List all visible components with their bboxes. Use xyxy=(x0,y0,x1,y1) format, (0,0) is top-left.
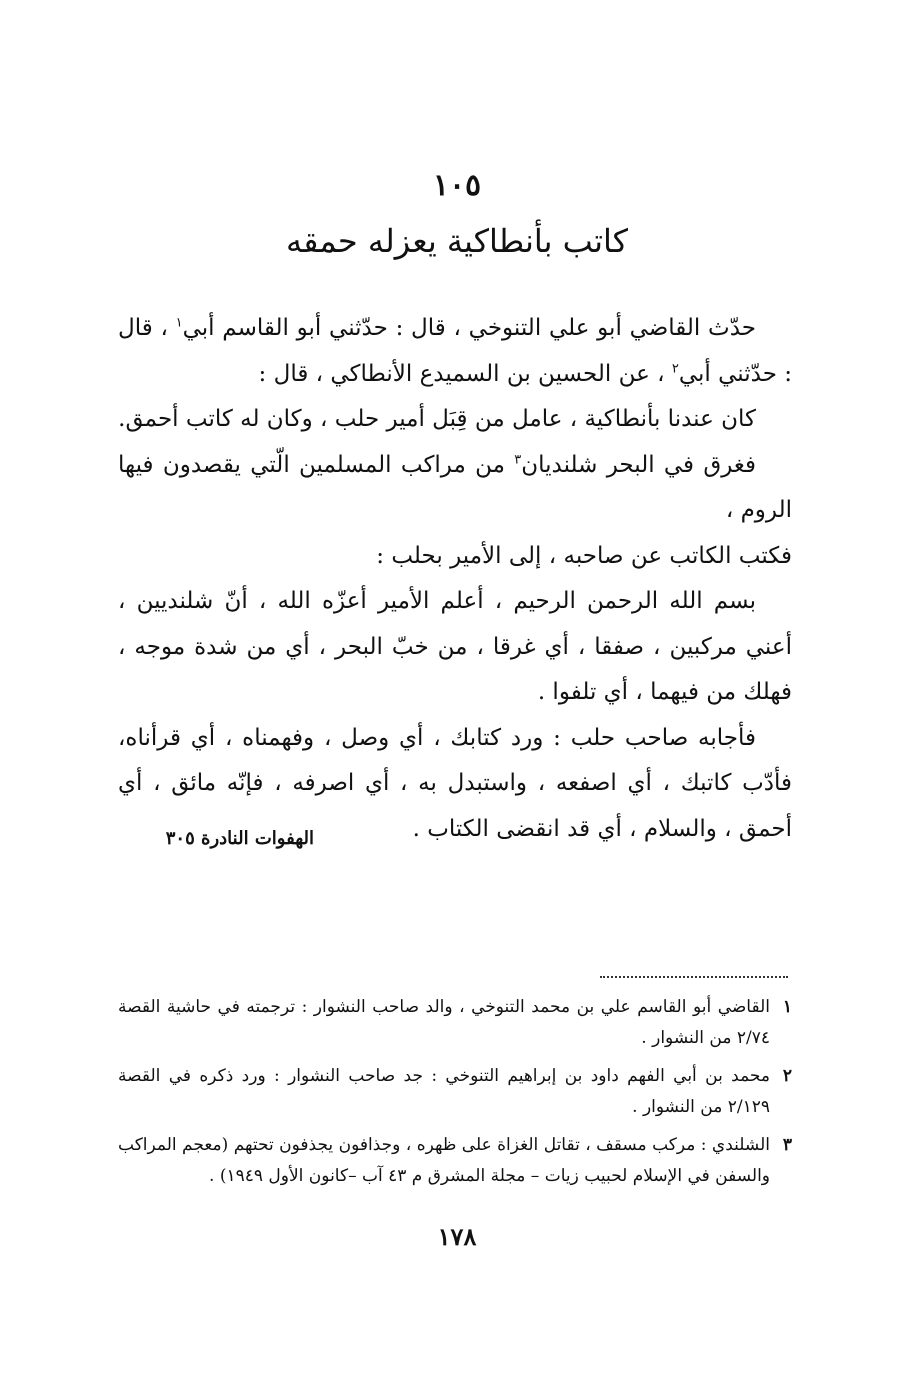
footnote-divider xyxy=(600,976,788,978)
source-citation: الهفوات النادرة ٣٠٥ xyxy=(165,828,314,849)
paragraph-3-part-a: فغرق في البحر شلنديان xyxy=(521,451,756,478)
footnote-number: ١ xyxy=(782,997,792,1017)
footnote-2 xyxy=(118,1061,792,1123)
footnote-text: محمد بن أبي الفهم داود بن إبراهيم التنوخي : جد صاحب النشوار : ورد ذكره في القصة ٢/١٢٩ من النشوار . xyxy=(118,1066,770,1117)
footnote-number: ٣ xyxy=(782,1135,792,1155)
footnote-ref-1: ١ xyxy=(175,315,183,331)
footnote-text: الشلندي : مركب مسقف ، تقاتل الغزاة على ظهره ، وجذافون يجذفون تحتهم (معجم المراكب والسفن في الإسلام لحبيب زيات – مجلة المشرق م ٤٣ آب –كانون الأول ١٩٤٩) . xyxy=(118,1135,770,1186)
footnote-1 xyxy=(118,992,792,1054)
paragraph-4: فكتب الكاتب عن صاحبه ، إلى الأمير بحلب : xyxy=(376,542,792,569)
paragraph-1-part-c: ، عن الحسين بن السميدع الأنطاكي ، قال : xyxy=(258,360,672,387)
footnotes xyxy=(118,992,792,1199)
paragraph-6: فأجابه صاحب حلب : ورد كتابك ، أي وصل ، وفهمناه ، أي قرأناه، فأدّب كاتبك ، أي اصفعه ، واستبدل به ، أي اصرفه ، فإنّه مائق ، أي أحمق ، والسلام ، أي قد انقضى الكتاب . xyxy=(118,724,792,842)
story-body xyxy=(118,306,792,852)
page-number: ١٧٨ xyxy=(437,1222,477,1251)
footnote-number: ٢ xyxy=(782,1066,792,1086)
paragraph-2: كان عندنا بأنطاكية ، عامل من قِبَل أمير حلب ، وكان له كاتب أحمق. xyxy=(118,406,756,432)
paragraph-1 xyxy=(118,306,792,397)
paragraph-3-part-b: من مراكب المسلمين الّتي يقصدون فيها الروم ، xyxy=(118,451,792,523)
paragraph-5: بسم الله الرحمن الرحيم ، أعلم الأمير أعزّه الله ، أنّ شلنديين ، أعني مركبين ، صفقا ، أي غرقا ، من خبّ البحر ، أي من شدة موجه ، فهلك من فيهما ، أي تلفوا . xyxy=(118,588,792,705)
footnote-ref-2: ٢ xyxy=(671,360,679,376)
story-number: ١٠٥ xyxy=(432,168,482,203)
footnote-text: القاضي أبو القاسم علي بن محمد التنوخي ، والد صاحب النشوار : ترجمته في حاشية القصة ٢/٧٤ من النشوار . xyxy=(118,997,770,1048)
paragraph-1-part-b: ، قال : حدّثني أبي xyxy=(118,315,792,387)
footnote-ref-3: ٣ xyxy=(514,451,522,467)
footnote-3 xyxy=(118,1130,792,1192)
paragraph-3 xyxy=(118,443,792,534)
story-title: كاتب بأنطاكية يعزله حمقه xyxy=(286,222,628,260)
paragraph-1-part-a: حدّث القاضي أبو علي التنوخي ، قال : حدّثني أبو القاسم أبي xyxy=(182,315,756,341)
